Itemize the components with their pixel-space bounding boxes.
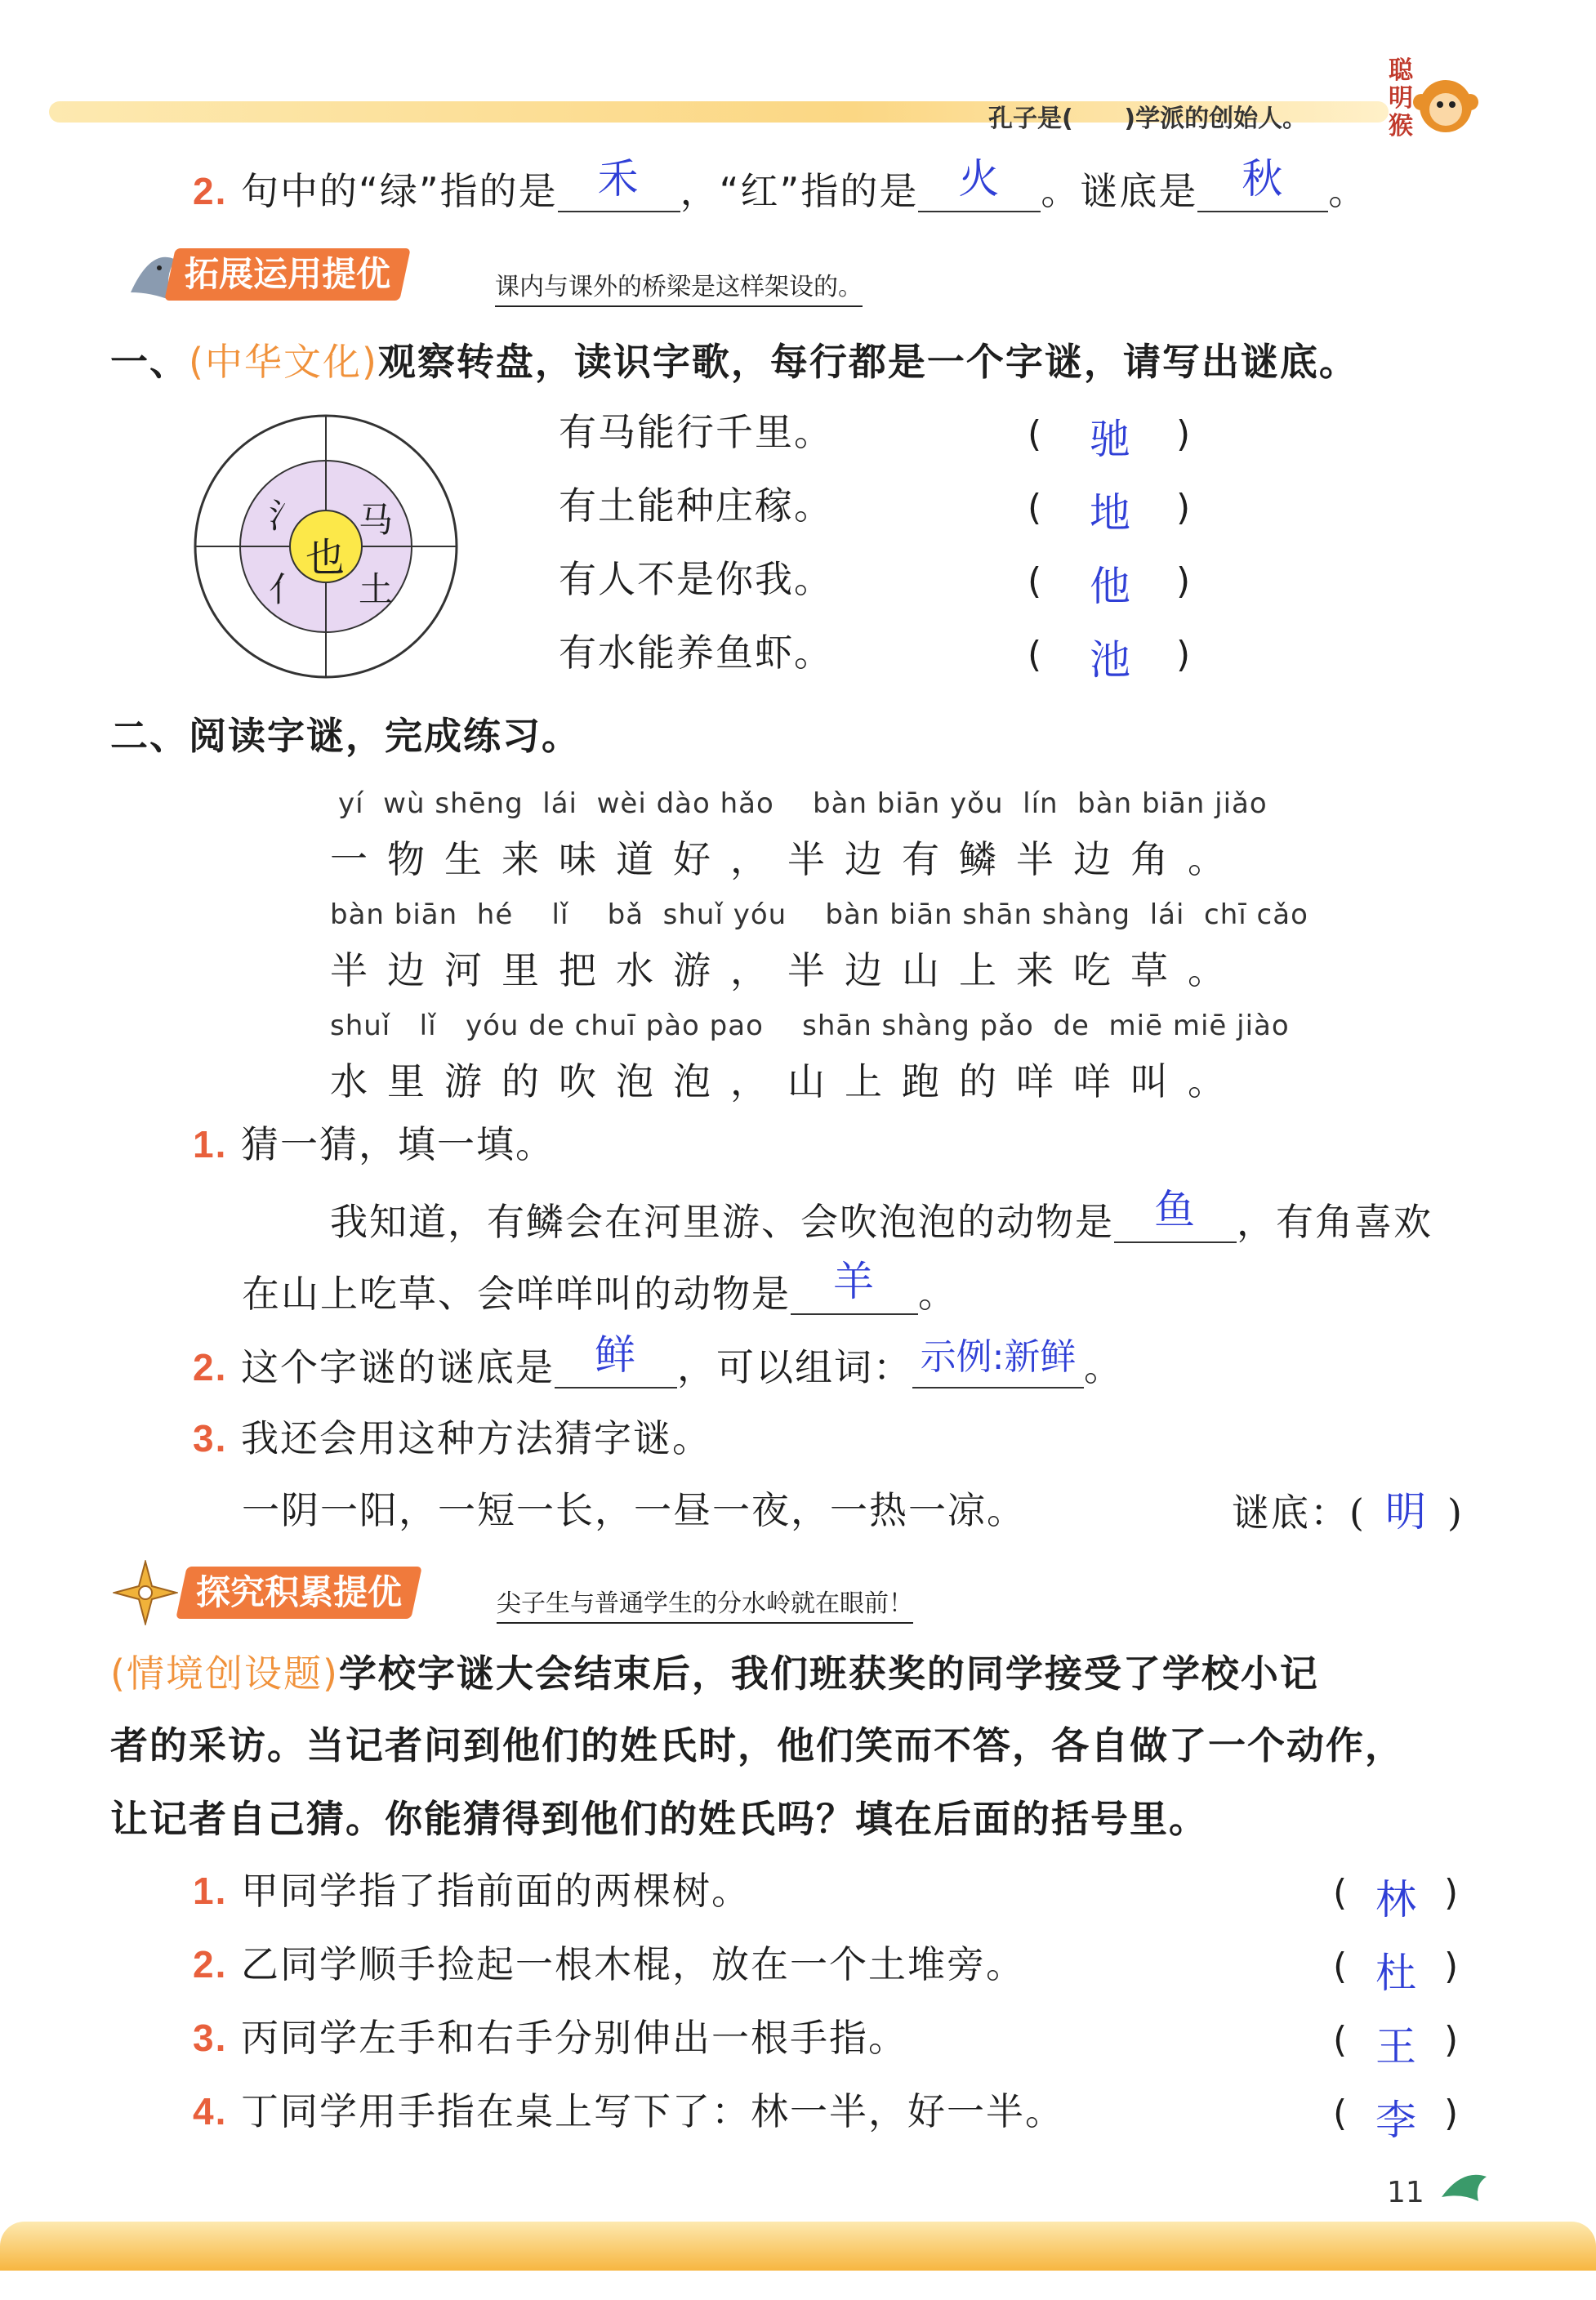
part3-intro-1: (情境创设题)学校字谜大会结束后，我们班获奖的同学接受了学校小记 [110, 1651, 1319, 1696]
list-item: 1. 甲同学指了指前面的两棵树。 ( 林 ) [193, 1872, 1467, 1946]
list-item: 4. 丁同学用手指在桌上写下了：林一半，好一半。 ( 李 ) [193, 2093, 1467, 2166]
answer-blank-2[interactable]: 火 [918, 170, 1041, 212]
section-tagline-explore: 尖子生与普通学生的分水岭就在眼前！ [497, 1583, 913, 1624]
part3-items [193, 1869, 1467, 2166]
part2-q1: 1. 猜一猜，填一填。 [193, 1122, 555, 1166]
riddle-answer[interactable]: 池 [1090, 636, 1130, 684]
list-item: 3. 丙同学左手和右手分别伸出一根手指。 ( 王 ) [193, 2019, 1467, 2093]
surname-answer[interactable]: 杜 [1375, 1950, 1416, 1997]
answer-blank-sheep[interactable]: 羊 [791, 1273, 918, 1315]
riddle-row: 有人不是你我。 ( 他 ) [559, 560, 833, 634]
question-text-2: ，“红”指的是 [680, 169, 919, 213]
question-number: 2. [193, 170, 228, 212]
poem-line-1: 一物生来味道好，半边有鳞半边角。 [330, 837, 1245, 881]
riddle-row: 有马能行千里。 ( 驰 ) [559, 413, 833, 487]
part2-q1-line2: 在山上吃草、会咩咩叫的动物是 羊 。 [242, 1258, 957, 1316]
question-text-4: 。 [1328, 169, 1368, 213]
part2-q3-answer: 谜底：( 明 ) [1232, 1488, 1464, 1536]
riddle-rows [559, 410, 1191, 707]
riddle-answer[interactable]: 驰 [1090, 416, 1130, 463]
riddle-row: 有土能种庄稼。 ( 地 ) [559, 487, 833, 560]
wheel-radical-2: 马 [359, 500, 394, 540]
part3-intro-2: 者的采访。当记者问到他们的姓氏时，他们笑而不答，各自做了一个动作， [110, 1723, 1404, 1767]
answer-blank-fish[interactable]: 鱼 [1114, 1201, 1237, 1243]
part2-heading: 二、阅读字谜，完成练习。 [110, 714, 581, 758]
wheel-center: 也 [305, 535, 346, 581]
part3-intro-3: 让记者自己猜。你能猜得到他们的姓氏吗？填在后面的括号里。 [110, 1797, 1208, 1841]
dolphin-icon [1438, 2164, 1495, 2217]
riddle-answer[interactable]: 地 [1090, 489, 1130, 537]
question-text-3: 。谜底是 [1041, 169, 1198, 213]
poem-pinyin-2: bàn biān hé lǐ bǎ shuǐ yóu bàn biān shān shàng lái chī cǎo [330, 898, 1308, 931]
part2-q3: 3. 我还会用这种方法猜字谜。 [193, 1416, 711, 1460]
mascot-char-1: 聪 [1389, 56, 1413, 85]
answer-blank-xian[interactable]: 鲜 [555, 1346, 677, 1388]
mascot-char-2: 明 [1389, 84, 1413, 113]
part2-q2: 2. 这个字谜的谜底是 鲜 ，可以组词： 示例:新鲜 。 [193, 1331, 1123, 1389]
surname-answer[interactable]: 李 [1375, 2097, 1416, 2144]
answer-blank-1[interactable]: 禾 [558, 170, 680, 212]
question-text-1: 句中的“绿”指的是 [241, 169, 558, 213]
surname-answer[interactable]: 林 [1375, 1876, 1416, 1923]
mascot-char-3: 猴 [1389, 112, 1413, 140]
wheel-radical-1: 氵 [269, 496, 304, 536]
section-banner-extend: 拓展运用提优 [164, 248, 411, 301]
wheel-radical-3: 亻 [269, 569, 304, 609]
poem-line-2: 半边河里把水游，半边山上来吃草。 [330, 948, 1245, 992]
wheel-radical-4: 土 [359, 569, 394, 609]
radical-wheel [191, 412, 461, 681]
footer-bar [0, 2222, 1596, 2271]
mascot-logo [1389, 57, 1478, 147]
section-banner-explore: 探究积累提优 [176, 1567, 422, 1619]
compass-icon [113, 1560, 178, 1629]
poem-pinyin-3: shuǐ lǐ yóu de chuī pào pao shān shàng pǎo de miē miē jiào [330, 1010, 1290, 1042]
list-item: 2. 乙同学顺手捡起一根木棍，放在一个土堆旁。 ( 杜 ) [193, 1946, 1467, 2019]
question-2-top [193, 155, 1368, 213]
part2-q3-riddle: 一阴一阳，一短一长，一昼一夜，一热一凉。 [242, 1488, 1026, 1532]
riddle-row: 有水能养鱼虾。 ( 池 ) [559, 634, 833, 707]
answer-blank-word[interactable]: 示例:新鲜 [912, 1348, 1084, 1388]
riddle-answer[interactable]: 他 [1090, 563, 1130, 610]
header-quote: 孔子是( )学派的创始人。 [988, 105, 1308, 133]
part2-q1-line1: 我知道，有鳞会在河里游、会吹泡泡的动物是 鱼 ，有角喜欢 [330, 1186, 1433, 1244]
page-number: 11 [1387, 2176, 1424, 2209]
answer-blank-3[interactable]: 秋 [1197, 170, 1328, 212]
surname-answer[interactable]: 王 [1375, 2023, 1416, 2070]
part1-heading: 一、(中华文化)观察转盘，读识字歌，每行都是一个字谜，请写出谜底。 [110, 340, 1358, 384]
poem-line-3: 水里游的吹泡泡，山上跑的咩咩叫。 [330, 1059, 1245, 1103]
poem-pinyin-1: yí wù shēng lái wèi dào hǎo bàn biān yǒu lín bàn biān jiǎo [338, 787, 1268, 820]
section-tagline-extend: 课内与课外的桥梁是这样架设的。 [495, 266, 863, 307]
